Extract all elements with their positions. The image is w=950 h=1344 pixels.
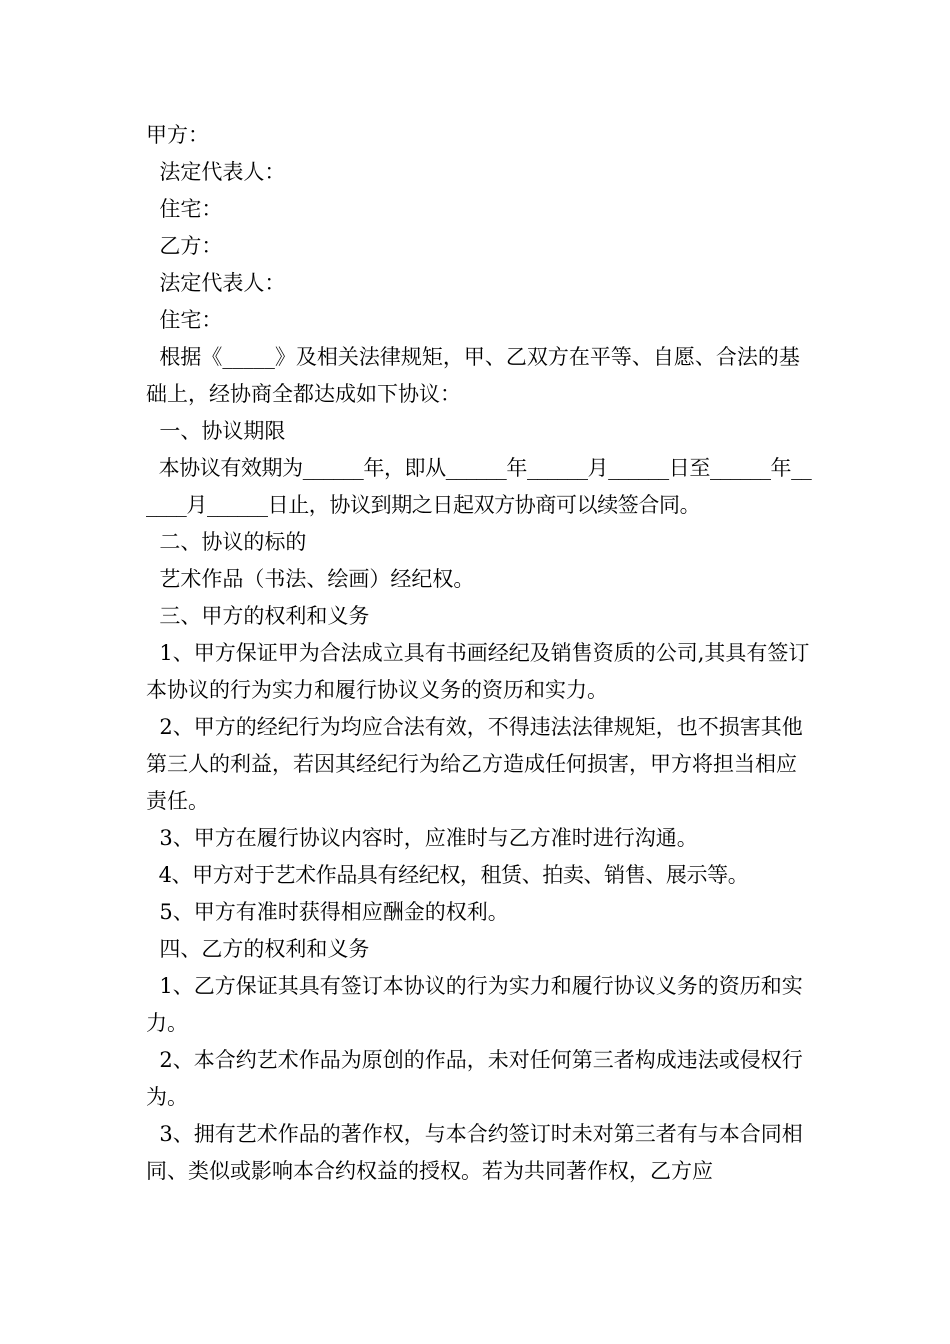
agreement-term-paragraph: 本协议有效期为______年，即从______年______月______日至______年______月______日止，协议到期之日起双方协商可以续签合同。 [146,456,812,517]
document-body [146,117,812,1190]
party-a-clause-1: 1、甲方保证甲为合法成立具有书画经纪及销售资质的公司,其具有签订本协议的行为实力和履行协议义务的资历和实力。 [146,641,810,702]
section-3-heading: 三、甲方的权利和义务 [146,604,370,628]
party-b-address: 住宅： [146,308,223,332]
party-a-clause-2: 2、甲方的经纪行为均应合法有效，不得违法法律规矩，也不损害其他第三人的利益，若因其经纪行为给乙方造成任何损害，甲方将担当相应责任。 [146,715,803,813]
section-4-heading: 四、乙方的权利和义务 [146,937,370,961]
agreement-preamble: 根据《_____》及相关法律规矩，甲、乙双方在平等、自愿、合法的基础上，经协商全都达成如下协议： [146,345,800,406]
party-a-address: 住宅： [146,197,223,221]
agreement-subject-paragraph: 艺术作品（书法、绘画）经纪权。 [146,567,475,591]
party-b-legal-representative: 法定代表人： [146,271,286,295]
party-b-clause-2: 2、本合约艺术作品为原创的作品，未对任何第三者构成违法或侵权行为。 [146,1048,803,1109]
party-a-label: 甲方： [146,123,209,147]
section-1-heading: 一、协议期限 [146,419,286,443]
party-a-clause-3: 3、甲方在履行协议内容时，应准时与乙方准时进行沟通。 [146,826,698,850]
party-b-clause-1: 1、乙方保证其具有签订本协议的行为实力和履行协议义务的资历和实力。 [146,974,803,1035]
party-a-clause-4: 4、甲方对于艺术作品具有经纪权，租赁、拍卖、销售、展示等。 [146,863,749,887]
party-a-legal-representative: 法定代表人： [146,160,286,184]
party-b-clause-3: 3、拥有艺术作品的著作权，与本合约签订时未对第三者有与本合同相同、类似或影响本合约权益的授权。若为共同著作权，乙方应 [146,1122,803,1183]
party-b-label: 乙方： [146,234,223,258]
section-2-heading: 二、协议的标的 [146,530,307,554]
party-a-clause-5: 5、甲方有准时获得相应酬金的权利。 [146,900,509,924]
